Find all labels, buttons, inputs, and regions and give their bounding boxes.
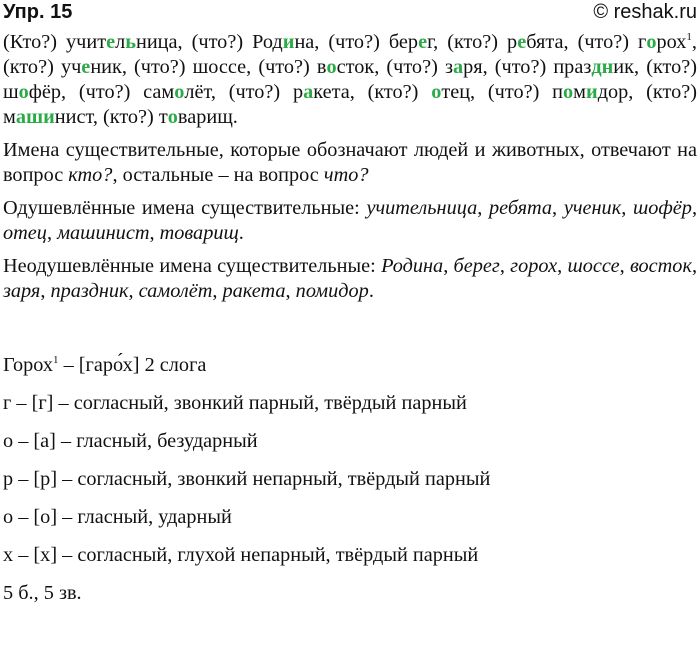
highlighted-letter: е <box>81 56 91 78</box>
italic-word: учительница <box>366 197 478 219</box>
text-run: , <box>691 197 698 219</box>
text-run: , <box>443 255 454 277</box>
highlighted-letter: ь <box>125 31 136 53</box>
highlighted-letter: о <box>431 81 442 103</box>
document-body <box>3 30 697 606</box>
text-run: . <box>368 280 374 302</box>
text-run: лёт, (что?) р <box>184 81 304 103</box>
highlighted-letter: дн <box>591 56 614 78</box>
paragraph-inanimate <box>3 254 697 304</box>
italic-word: Родина <box>381 255 444 277</box>
text-run: рох <box>656 31 687 53</box>
text-run: г, (кто?) р <box>427 31 518 53</box>
phonetic-line: х – [х] – согласный, глухой непарный, твёрдый парный <box>3 544 479 566</box>
text-run: , <box>212 280 223 302</box>
highlighted-letter: о <box>563 81 574 103</box>
footnote-mark: 1 <box>686 31 692 44</box>
italic-word: шоссе <box>567 255 620 277</box>
italic-word: восток <box>629 255 692 277</box>
italic-word: горох <box>510 255 558 277</box>
italic-word: кто? <box>68 164 113 186</box>
italic-word: шофёр <box>632 197 692 219</box>
text-run: кета, (кто?) <box>313 81 432 103</box>
highlighted-letter: о <box>167 106 178 128</box>
text-run: фёр, (что?) сам <box>28 81 175 103</box>
text-run: , <box>552 197 564 219</box>
phonetic-line: г – [г] – согласный, звонкий парный, твёрдый парный <box>3 392 467 414</box>
highlighted-letter: о <box>174 81 185 103</box>
highlighted-letter: аши <box>15 106 55 128</box>
phonetic-heading <box>3 353 697 391</box>
highlighted-letter: и <box>282 31 295 53</box>
highlighted-letter: о <box>326 56 337 78</box>
text-run: (Кто?) учит <box>3 31 107 53</box>
text-run: Одушевлённые имена существительные: <box>3 197 367 219</box>
text-run: , <box>499 255 511 277</box>
italic-word: отец <box>3 222 47 244</box>
text-run: , <box>128 280 139 302</box>
highlighted-letter: а <box>452 56 464 78</box>
italic-word: ракета <box>222 280 286 302</box>
text-run: бята, (что?) г <box>526 31 647 53</box>
text-run: ник, (что?) шоссе, (что?) в <box>90 56 327 78</box>
italic-word: ребята <box>489 197 553 219</box>
text-run: Неодушевлённые имена существительные: <box>3 255 382 277</box>
text-run: , <box>149 222 160 244</box>
italic-word: праздник <box>50 280 129 302</box>
phonetic-word: Горох <box>3 354 53 376</box>
paragraph-word-list <box>3 30 697 130</box>
text-run: , <box>285 280 296 302</box>
text-run: , <box>46 222 58 244</box>
text-run: , <box>557 255 568 277</box>
text-run: ница, (что?) Род <box>135 31 283 53</box>
highlighted-letter: а <box>303 81 314 103</box>
italic-word: берег <box>453 255 500 277</box>
phonetic-summary: 5 б., 5 зв. <box>3 582 82 604</box>
exercise-title: Упр. 15 <box>3 1 73 23</box>
paragraph-animate <box>3 196 697 246</box>
phonetic-line: о – [а] – гласный, безударный <box>3 430 258 452</box>
text-run: , <box>477 197 489 219</box>
text-run: нист, (кто?) т <box>54 106 168 128</box>
text-run: , (кто?) уч <box>3 31 697 78</box>
text-run: , остальные – на вопрос <box>112 164 324 186</box>
phonetic-line: р – [р] – согласный, звонкий непарный, твёрдый парный <box>3 468 491 490</box>
italic-word: заря <box>3 280 41 302</box>
spacer <box>3 312 697 353</box>
text-run: Имена существительные, которые обозначают людей и животных, отвечают на вопрос <box>3 139 697 186</box>
text-run: на, (что?) бер <box>294 31 419 53</box>
phonetic-line: о – [о] – гласный, ударный <box>3 506 232 528</box>
text-run: , <box>619 255 630 277</box>
italic-word: самолёт <box>138 280 213 302</box>
italic-word: товарищ <box>159 222 239 244</box>
text-run: сток, (что?) з <box>336 56 453 78</box>
italic-word: помидор <box>295 280 369 302</box>
italic-word: машинист <box>57 222 150 244</box>
text-run: , <box>621 197 633 219</box>
header <box>0 0 700 26</box>
highlighted-letter: и <box>586 81 598 103</box>
italic-word: что? <box>323 164 369 186</box>
text-run: дор, (кто?) м <box>3 81 697 128</box>
paragraph-rule <box>3 138 697 188</box>
phonetic-transcription: – [гаро́х] 2 слога <box>58 354 207 376</box>
text-run: , <box>40 280 51 302</box>
italic-word: ученик <box>563 197 622 219</box>
text-run: тец, (что?) п <box>441 81 564 103</box>
text-run: . <box>238 222 244 244</box>
phonetic-footnote-mark: 1 <box>53 354 59 367</box>
highlighted-letter: е <box>418 31 428 53</box>
text-run: ря, (что?) праз <box>463 56 592 78</box>
highlighted-letter: е <box>517 31 527 53</box>
highlighted-letter: о <box>18 81 29 103</box>
highlighted-letter: е <box>106 31 116 53</box>
text-run: ик, (кто?) ш <box>3 56 698 103</box>
text-run: варищ. <box>177 106 238 128</box>
text-run: , <box>691 255 698 277</box>
highlighted-letter: о <box>646 31 657 53</box>
text-run: м <box>573 81 587 103</box>
site-credit: © reshak.ru <box>593 1 697 23</box>
text-run: л <box>115 31 126 53</box>
